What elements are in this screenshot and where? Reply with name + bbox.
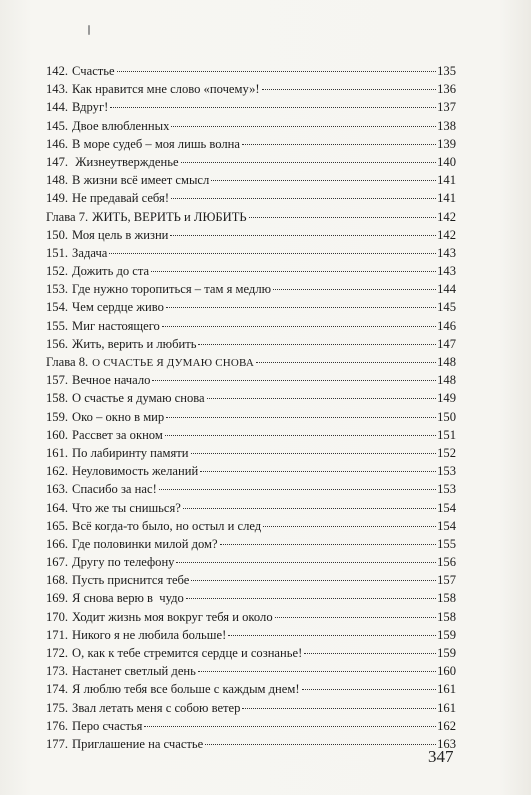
toc-entry xyxy=(46,117,456,135)
entry-number: 174. xyxy=(46,682,69,697)
entry-page: 137 xyxy=(437,100,456,115)
entry-title: Приглашение на счастье xyxy=(72,736,204,751)
entry-number: Глава 8. xyxy=(46,355,89,369)
entry-page: 159 xyxy=(437,646,456,660)
entry-number: 143. xyxy=(46,82,69,97)
entry-title: По лабиринту памяти xyxy=(72,445,189,460)
entry-title: Как нравится мне слово «почему»! xyxy=(72,82,260,97)
toc-entry xyxy=(46,171,456,189)
entry-title: Вдруг! xyxy=(72,100,109,115)
entry-page: 141 xyxy=(437,191,456,206)
dot-leader xyxy=(186,598,436,599)
entry-page: 151 xyxy=(437,427,456,442)
toc-entry xyxy=(46,680,456,698)
toc-entry xyxy=(46,371,456,389)
toc-entry xyxy=(46,662,456,680)
entry-page: 148 xyxy=(437,355,456,369)
dot-leader xyxy=(181,162,437,163)
entry-title: О счастье я думаю снова xyxy=(72,391,205,406)
entry-page: 156 xyxy=(437,555,456,570)
entry-title: Вечное начало xyxy=(72,373,151,388)
entry-page: 159 xyxy=(437,627,456,642)
entry-number: 154. xyxy=(46,300,69,315)
entry-title: Око – окно в мир xyxy=(72,409,165,424)
dot-leader xyxy=(151,271,436,272)
toc-entry xyxy=(46,298,456,316)
dot-leader xyxy=(242,708,436,709)
entry-number: 165. xyxy=(46,518,69,533)
entry-number: 173. xyxy=(46,664,69,679)
entry-title: В жизни всё имеет смысл xyxy=(72,173,210,188)
page-number: 347 xyxy=(428,747,454,766)
entry-page: 135 xyxy=(437,64,456,78)
entry-number: 163. xyxy=(46,482,69,497)
entry-page: 143 xyxy=(437,264,456,279)
entry-number: 176. xyxy=(46,718,69,733)
entry-number: 142. xyxy=(46,64,69,78)
dot-leader xyxy=(176,562,436,563)
entry-page: 142 xyxy=(437,227,456,242)
dot-leader xyxy=(171,198,436,199)
dot-leader xyxy=(171,126,436,127)
entry-page: 161 xyxy=(437,700,456,715)
toc-entry xyxy=(46,626,456,644)
entry-number: 145. xyxy=(46,118,69,133)
entry-number: 147. xyxy=(46,154,69,169)
entry-title: Что же ты снишься? xyxy=(72,500,181,515)
entry-title: В море судеб – моя лишь волна xyxy=(72,136,241,151)
entry-title: О СЧАСТЬЕ Я ДУМАЮ СНОВА xyxy=(92,357,255,369)
dot-leader xyxy=(304,653,436,654)
dot-leader xyxy=(117,71,436,72)
toc-entry xyxy=(46,571,456,589)
entry-page: 160 xyxy=(437,664,456,679)
entry-number: 167. xyxy=(46,555,69,570)
dot-leader xyxy=(249,217,436,218)
chapter-heading xyxy=(46,353,456,371)
entry-title: Задача xyxy=(72,245,108,260)
entry-title: Звал летать меня с собою ветер xyxy=(72,700,241,715)
entry-number: 149. xyxy=(46,191,69,206)
dot-leader xyxy=(166,307,436,308)
entry-page: 153 xyxy=(437,464,456,479)
dot-leader xyxy=(256,362,436,363)
dot-leader xyxy=(200,471,436,472)
entry-title: Я снова верю в чудо xyxy=(72,591,184,606)
entry-page: 136 xyxy=(437,82,456,97)
entry-number: 162. xyxy=(46,464,69,479)
toc-entry xyxy=(46,735,456,753)
dot-leader xyxy=(205,744,436,745)
entry-page: 157 xyxy=(437,573,456,588)
entry-title: О, как к тебе стремится сердце и сознанье! xyxy=(72,646,303,660)
entry-page: 149 xyxy=(437,391,456,406)
entry-title: Настанет светлый день xyxy=(72,664,196,679)
entry-title: Дожить до ста xyxy=(72,264,150,279)
entry-number: 170. xyxy=(46,609,69,624)
dot-leader xyxy=(220,544,436,545)
entry-title: Рассвет за окном xyxy=(72,427,163,442)
entry-title: Миг настоящего xyxy=(72,318,160,333)
entry-page: 142 xyxy=(437,209,456,224)
entry-number: 152. xyxy=(46,264,69,279)
toc-entry xyxy=(46,699,456,717)
entry-title: Моя цель в жизни xyxy=(72,227,169,242)
dot-leader xyxy=(242,144,436,145)
entry-title: Жить, верить и любить xyxy=(72,336,197,351)
dot-leader xyxy=(165,435,436,436)
toc-entry xyxy=(46,462,456,480)
toc-entry xyxy=(46,608,456,626)
entry-title: Всё когда-то было, но остыл и след xyxy=(72,518,262,533)
toc-entry xyxy=(46,62,456,80)
dot-leader xyxy=(166,417,436,418)
entry-page: 158 xyxy=(437,609,456,624)
dot-leader xyxy=(273,289,436,290)
toc-entry xyxy=(46,408,456,426)
entry-page: 148 xyxy=(437,373,456,388)
toc-entry xyxy=(46,589,456,607)
toc-entry xyxy=(46,135,456,153)
toc-entry xyxy=(46,644,456,662)
toc-entry xyxy=(46,480,456,498)
toc-entry xyxy=(46,389,456,407)
entry-page: 147 xyxy=(437,336,456,351)
dot-leader xyxy=(152,380,436,381)
toc-entry xyxy=(46,262,456,280)
entry-number: 148. xyxy=(46,173,69,188)
entry-page: 162 xyxy=(437,718,456,733)
entry-title: Неуловимость желаний xyxy=(72,464,199,479)
entry-number: 155. xyxy=(46,318,69,333)
dot-leader xyxy=(198,344,436,345)
toc-entry xyxy=(46,153,456,171)
entry-title: Где половинки милой дом? xyxy=(72,536,218,551)
dot-leader xyxy=(302,689,437,690)
entry-number: 151. xyxy=(46,245,69,260)
entry-page: 152 xyxy=(437,445,456,460)
dot-leader xyxy=(191,453,437,454)
entry-page: 144 xyxy=(437,282,456,297)
chapter-heading xyxy=(46,208,456,226)
entry-number: 169. xyxy=(46,591,69,606)
pencil-mark xyxy=(88,25,90,35)
toc-entry xyxy=(46,426,456,444)
entry-page: 163 xyxy=(437,736,456,751)
entry-page: 154 xyxy=(437,518,456,533)
entry-title: Чем сердце живо xyxy=(72,300,164,315)
entry-title: Где нужно торопиться – там я медлю xyxy=(72,282,272,297)
dot-leader xyxy=(183,508,436,509)
entry-title: Ходит жизнь моя вокруг тебя и около xyxy=(72,609,273,624)
dot-leader xyxy=(109,253,436,254)
entry-number: Глава 7. xyxy=(46,209,89,224)
entry-number: 172. xyxy=(46,646,69,660)
entry-title: ЖИТЬ, ВЕРИТЬ и ЛЮБИТЬ xyxy=(92,209,247,224)
dot-leader xyxy=(262,89,437,90)
entry-title: Пусть приснится тебе xyxy=(72,573,190,588)
dot-leader xyxy=(228,635,436,636)
entry-number: 161. xyxy=(46,445,69,460)
entry-page: 145 xyxy=(437,300,456,315)
entry-page: 138 xyxy=(437,118,456,133)
dot-leader xyxy=(110,107,436,108)
dot-leader xyxy=(191,580,436,581)
toc-entry xyxy=(46,335,456,353)
dot-leader xyxy=(263,526,436,527)
entry-number: 157. xyxy=(46,373,69,388)
entry-title: Счастье xyxy=(72,64,115,78)
entry-title: Не предавай себя! xyxy=(72,191,170,206)
entry-number: 153. xyxy=(46,282,69,297)
entry-title: Двое влюбленных xyxy=(72,118,170,133)
dot-leader xyxy=(211,180,436,181)
entry-page: 141 xyxy=(437,173,456,188)
toc-entry xyxy=(46,717,456,735)
toc-entry xyxy=(46,444,456,462)
dot-leader xyxy=(159,489,436,490)
entry-number: 168. xyxy=(46,573,69,588)
entry-number: 164. xyxy=(46,500,69,515)
entry-title: Спасибо за нас! xyxy=(72,482,157,497)
entry-number: 175. xyxy=(46,700,69,715)
entry-page: 154 xyxy=(437,500,456,515)
entry-title: Перо счастья xyxy=(72,718,143,733)
entry-page: 146 xyxy=(437,318,456,333)
entry-title: Жизнеутвержденье xyxy=(72,154,179,169)
dot-leader xyxy=(144,726,436,727)
toc-entry xyxy=(46,317,456,335)
entry-page: 150 xyxy=(437,409,456,424)
entry-number: 158. xyxy=(46,391,69,406)
dot-leader xyxy=(198,671,436,672)
entry-title: Я люблю тебя все больше с каждым днем! xyxy=(72,682,300,697)
dot-leader xyxy=(162,326,436,327)
entry-title: Никого я не любила больше! xyxy=(72,627,227,642)
toc-entry xyxy=(46,553,456,571)
toc-entry xyxy=(46,244,456,262)
entry-number: 146. xyxy=(46,136,69,151)
toc-entry xyxy=(46,517,456,535)
entry-title: Другу по телефону xyxy=(72,555,175,570)
table-of-contents xyxy=(46,62,456,753)
entry-page: 153 xyxy=(437,482,456,497)
entry-page: 161 xyxy=(437,682,456,697)
entry-page: 158 xyxy=(437,591,456,606)
toc-entry xyxy=(46,80,456,98)
entry-page: 155 xyxy=(437,536,456,551)
entry-page: 139 xyxy=(437,136,456,151)
entry-number: 171. xyxy=(46,627,69,642)
dot-leader xyxy=(275,617,436,618)
entry-page: 140 xyxy=(437,154,456,169)
entry-number: 160. xyxy=(46,427,69,442)
entry-number: 150. xyxy=(46,227,69,242)
toc-entry xyxy=(46,189,456,207)
entry-page: 143 xyxy=(437,245,456,260)
entry-number: 159. xyxy=(46,409,69,424)
toc-entry xyxy=(46,226,456,244)
toc-entry xyxy=(46,280,456,298)
dot-leader xyxy=(170,235,436,236)
entry-number: 166. xyxy=(46,536,69,551)
toc-entry xyxy=(46,98,456,116)
toc-entry xyxy=(46,499,456,517)
entry-number: 177. xyxy=(46,736,69,751)
dot-leader xyxy=(207,398,436,399)
entry-number: 156. xyxy=(46,336,69,351)
toc-entry xyxy=(46,535,456,553)
entry-number: 144. xyxy=(46,100,69,115)
